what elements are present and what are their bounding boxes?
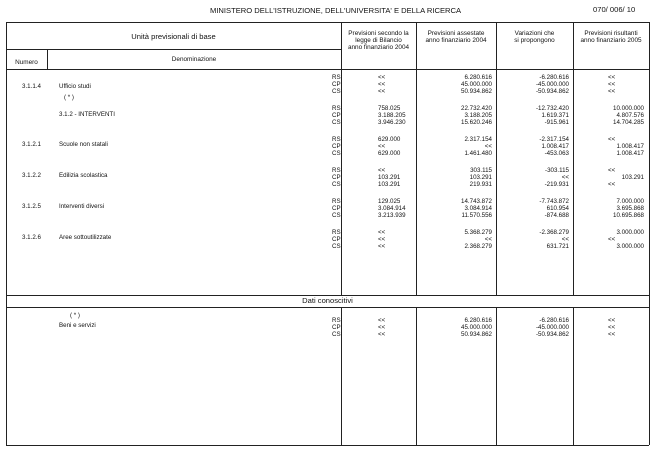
rows.0-col1-value: << bbox=[378, 81, 386, 88]
rows.1-col1-value: 3.188.205 bbox=[378, 112, 406, 119]
dati-note-marker: ( * ) bbox=[70, 312, 80, 319]
rows.3-col2-value: 219.931 bbox=[469, 181, 492, 188]
rows.5-col2-value: << bbox=[484, 236, 492, 243]
dati_conoscitivi-type: CP bbox=[332, 324, 341, 331]
rows.5-type: CP bbox=[332, 236, 341, 243]
row-denominazione: Ufficio studi bbox=[59, 83, 91, 90]
rows.4-col2-value: 3.084.914 bbox=[464, 205, 492, 212]
rows.5-col3-value: 631.721 bbox=[546, 243, 569, 250]
rows.2-type: CS bbox=[332, 150, 341, 157]
dati_conoscitivi-type: CS bbox=[332, 331, 341, 338]
header-col2-line2: anno finanziario 2004 bbox=[425, 37, 487, 44]
rows.1-col4-value: 10.000.000 bbox=[613, 105, 644, 112]
dati-bottom-line bbox=[6, 307, 649, 308]
row-denominazione: Edilizia scolastica bbox=[59, 172, 108, 179]
rows.2-col1-value: 629.000 bbox=[378, 136, 401, 143]
rows.1-col2-value: 15.620.246 bbox=[461, 119, 492, 126]
rows.5-col4-value: 3.000.000 bbox=[616, 243, 644, 250]
rows.1-col3-value: -12.732.420 bbox=[535, 105, 569, 112]
row-number: 3.1.2.5 bbox=[22, 203, 41, 210]
rows.2-col2-value: 1.461.480 bbox=[464, 150, 492, 157]
col-divider-4 bbox=[573, 22, 574, 295]
rows.4-col2-value: 14.743.872 bbox=[461, 198, 492, 205]
rows.1-col3-value: -915.961 bbox=[544, 119, 569, 126]
row-number: 3.1.2.6 bbox=[22, 234, 41, 241]
dati_conoscitivi-col4-value: << bbox=[608, 317, 616, 324]
dati_conoscitivi-col4-value: << bbox=[608, 324, 616, 331]
col-divider-3 bbox=[496, 22, 497, 295]
rows.1-type: RS bbox=[332, 105, 341, 112]
rows.2-col2-value: << bbox=[484, 143, 492, 150]
rows.3-col4-value: << bbox=[608, 181, 616, 188]
rows.1-col1-value: 758.025 bbox=[378, 105, 401, 112]
rows.3-col3-value: -303.115 bbox=[545, 167, 569, 174]
document-code: 070/ 006/ 10 bbox=[593, 5, 636, 14]
rows.5-type: RS bbox=[332, 229, 341, 236]
rows.4-col3-value: -874.688 bbox=[544, 212, 569, 219]
col-divider-4b bbox=[573, 307, 574, 445]
rows.2-col3-value: -453.063 bbox=[544, 150, 569, 157]
row-denominazione: Interventi diversi bbox=[59, 203, 105, 210]
rows.3-col1-value: 103.291 bbox=[378, 174, 401, 181]
rows.4-col1-value: 3.213.939 bbox=[378, 212, 406, 219]
table-border-left bbox=[6, 22, 7, 445]
row-number: 3.1.2.1 bbox=[22, 141, 41, 148]
rows.4-col4-value: 10.695.868 bbox=[613, 212, 644, 219]
rows.0-col3-value: -45.000.000 bbox=[535, 81, 569, 88]
dati_conoscitivi-type: RS bbox=[332, 317, 341, 324]
header-denominazione: Denominazione bbox=[171, 56, 217, 63]
rows.5-col2-value: 5.368.279 bbox=[464, 229, 492, 236]
rows.0-col2-value: 45.000.000 bbox=[461, 81, 492, 88]
dati_conoscitivi-col3-value: -6.280.616 bbox=[539, 317, 569, 324]
rows.0-type: CP bbox=[332, 81, 341, 88]
header-col1-line3: anno finanziario 2004 bbox=[347, 44, 410, 51]
rows.3-col3-value: -219.931 bbox=[544, 181, 569, 188]
rows.3-type: RS bbox=[332, 167, 341, 174]
rows.2-col1-value: << bbox=[378, 143, 386, 150]
rows.4-col4-value: 3.695.868 bbox=[616, 205, 644, 212]
header-col1-line2: legge di Bilancio bbox=[355, 37, 402, 44]
rows.3-col2-value: 103.291 bbox=[469, 174, 492, 181]
unit-title: Unità previsionali di base bbox=[131, 32, 216, 41]
rows.5-type: CS bbox=[332, 243, 341, 250]
rows.5-col1-value: << bbox=[378, 236, 386, 243]
rows.5-col4-value: 3.000.000 bbox=[616, 229, 644, 236]
rows.4-col3-value: -7.743.872 bbox=[539, 198, 569, 205]
rows.2-col4-value: 1.008.417 bbox=[616, 150, 644, 157]
header-col4-line2: anno finanziario 2005 bbox=[580, 37, 642, 44]
rows.5-col1-value: << bbox=[378, 229, 386, 236]
rows.2-col1-value: 629.000 bbox=[378, 150, 401, 157]
rows.0-col4-value: << bbox=[608, 81, 616, 88]
row-denominazione: 3.1.2 - INTERVENTI bbox=[59, 111, 115, 118]
header-bottom-line bbox=[6, 69, 649, 70]
rows.0-col1-value: << bbox=[378, 88, 386, 95]
header-col1-line1: Previsioni secondo la bbox=[348, 30, 409, 37]
dati-denominazione: Beni e servizi bbox=[59, 322, 96, 329]
header-col3-line2: si propongono bbox=[514, 37, 555, 44]
rows.2-col4-value: 1.008.417 bbox=[616, 143, 644, 150]
dati_conoscitivi-col3-value: -50.934.862 bbox=[535, 331, 569, 338]
dati_conoscitivi-col1-value: << bbox=[378, 317, 386, 324]
row-denominazione: ( * ) bbox=[64, 94, 74, 101]
col-divider-1b bbox=[341, 307, 342, 445]
row-number: 3.1.2.2 bbox=[22, 172, 41, 179]
rows.1-type: CS bbox=[332, 119, 341, 126]
table-border-bottom bbox=[6, 445, 649, 446]
dati_conoscitivi-col2-value: 50.934.862 bbox=[461, 331, 492, 338]
rows.2-type: CP bbox=[332, 143, 341, 150]
rows.4-col2-value: 11.570.556 bbox=[461, 212, 492, 219]
unit-title-underline bbox=[6, 49, 341, 50]
rows.1-col4-value: 4.807.576 bbox=[616, 112, 644, 119]
rows.0-col3-value: -50.934.862 bbox=[535, 88, 569, 95]
rows.4-col1-value: 3.084.914 bbox=[378, 205, 406, 212]
rows.2-type: RS bbox=[332, 136, 341, 143]
rows.4-col4-value: 7.000.000 bbox=[616, 198, 644, 205]
rows.5-col3-value: -2.368.279 bbox=[539, 229, 569, 236]
col-divider-2 bbox=[416, 22, 417, 295]
header-col2-line1: Previsioni assestate bbox=[427, 30, 485, 37]
rows.1-col2-value: 3.188.205 bbox=[464, 112, 492, 119]
rows.0-col4-value: << bbox=[608, 74, 616, 81]
rows.5-col3-value: << bbox=[561, 236, 569, 243]
rows.3-type: CS bbox=[332, 181, 341, 188]
rows.3-col4-value: 103.291 bbox=[621, 174, 644, 181]
rows.3-col3-value: << bbox=[561, 174, 569, 181]
rows.2-col4-value: << bbox=[608, 136, 616, 143]
dati_conoscitivi-col1-value: << bbox=[378, 331, 386, 338]
rows.3-type: CP bbox=[332, 174, 341, 181]
dati_conoscitivi-col3-value: -45.000.000 bbox=[535, 324, 569, 331]
rows.2-col3-value: -2.317.154 bbox=[539, 136, 569, 143]
rows.0-col4-value: << bbox=[608, 88, 616, 95]
rows.1-col4-value: 14.704.285 bbox=[613, 119, 644, 126]
rows.4-type: CP bbox=[332, 205, 341, 212]
rows.4-type: CS bbox=[332, 212, 341, 219]
row-denominazione: Aree sottoutilizzate bbox=[59, 234, 112, 241]
header-numero: Numero bbox=[15, 59, 38, 66]
rows.3-col2-value: 303.115 bbox=[470, 167, 492, 174]
rows.1-col3-value: 1.619.371 bbox=[541, 112, 569, 119]
rows.0-col3-value: -6.280.616 bbox=[539, 74, 569, 81]
rows.4-col1-value: 129.025 bbox=[378, 198, 401, 205]
rows.2-col2-value: 2.317.154 bbox=[464, 136, 492, 143]
dati_conoscitivi-col2-value: 45.000.000 bbox=[461, 324, 492, 331]
rows.5-col1-value: << bbox=[378, 243, 386, 250]
rows.3-col4-value: << bbox=[608, 167, 616, 174]
rows.4-type: RS bbox=[332, 198, 341, 205]
dati_conoscitivi-col2-value: 6.280.616 bbox=[464, 317, 492, 324]
rows.5-col2-value: 2.368.279 bbox=[464, 243, 492, 250]
table-border-top bbox=[6, 22, 649, 23]
row-number: 3.1.1.4 bbox=[22, 83, 41, 90]
table-border-right bbox=[649, 22, 650, 445]
rows.1-col1-value: 3.946.230 bbox=[378, 119, 406, 126]
rows.0-type: CS bbox=[332, 88, 341, 95]
header-col3-line1: Variazioni che bbox=[514, 30, 555, 37]
dati_conoscitivi-col4-value: << bbox=[608, 331, 616, 338]
rows.0-col2-value: 50.934.862 bbox=[461, 88, 492, 95]
rows.4-col3-value: 610.954 bbox=[546, 205, 569, 212]
rows.5-col4-value: << bbox=[608, 236, 616, 243]
rows.0-col1-value: << bbox=[378, 74, 386, 81]
rows.1-col2-value: 22.732.420 bbox=[461, 105, 492, 112]
row-denominazione: Scuole non statali bbox=[59, 141, 108, 148]
dati-conoscitivi-title: Dati conoscitivi bbox=[302, 296, 353, 305]
ministry-title: MINISTERO DELL'ISTRUZIONE, DELL'UNIVERSITA' E DELLA RICERCA bbox=[210, 6, 462, 15]
dati_conoscitivi-col1-value: << bbox=[378, 324, 386, 331]
rows.3-col1-value: 103.291 bbox=[378, 181, 401, 188]
rows.0-type: RS bbox=[332, 74, 341, 81]
rows.0-col2-value: 6.280.616 bbox=[464, 74, 492, 81]
rows.1-type: CP bbox=[332, 112, 341, 119]
rows.3-col1-value: << bbox=[378, 167, 386, 174]
header-col4-line1: Previsioni risultanti bbox=[584, 30, 638, 37]
rows.2-col3-value: 1.008.417 bbox=[541, 143, 569, 150]
col-divider-1 bbox=[341, 22, 342, 295]
